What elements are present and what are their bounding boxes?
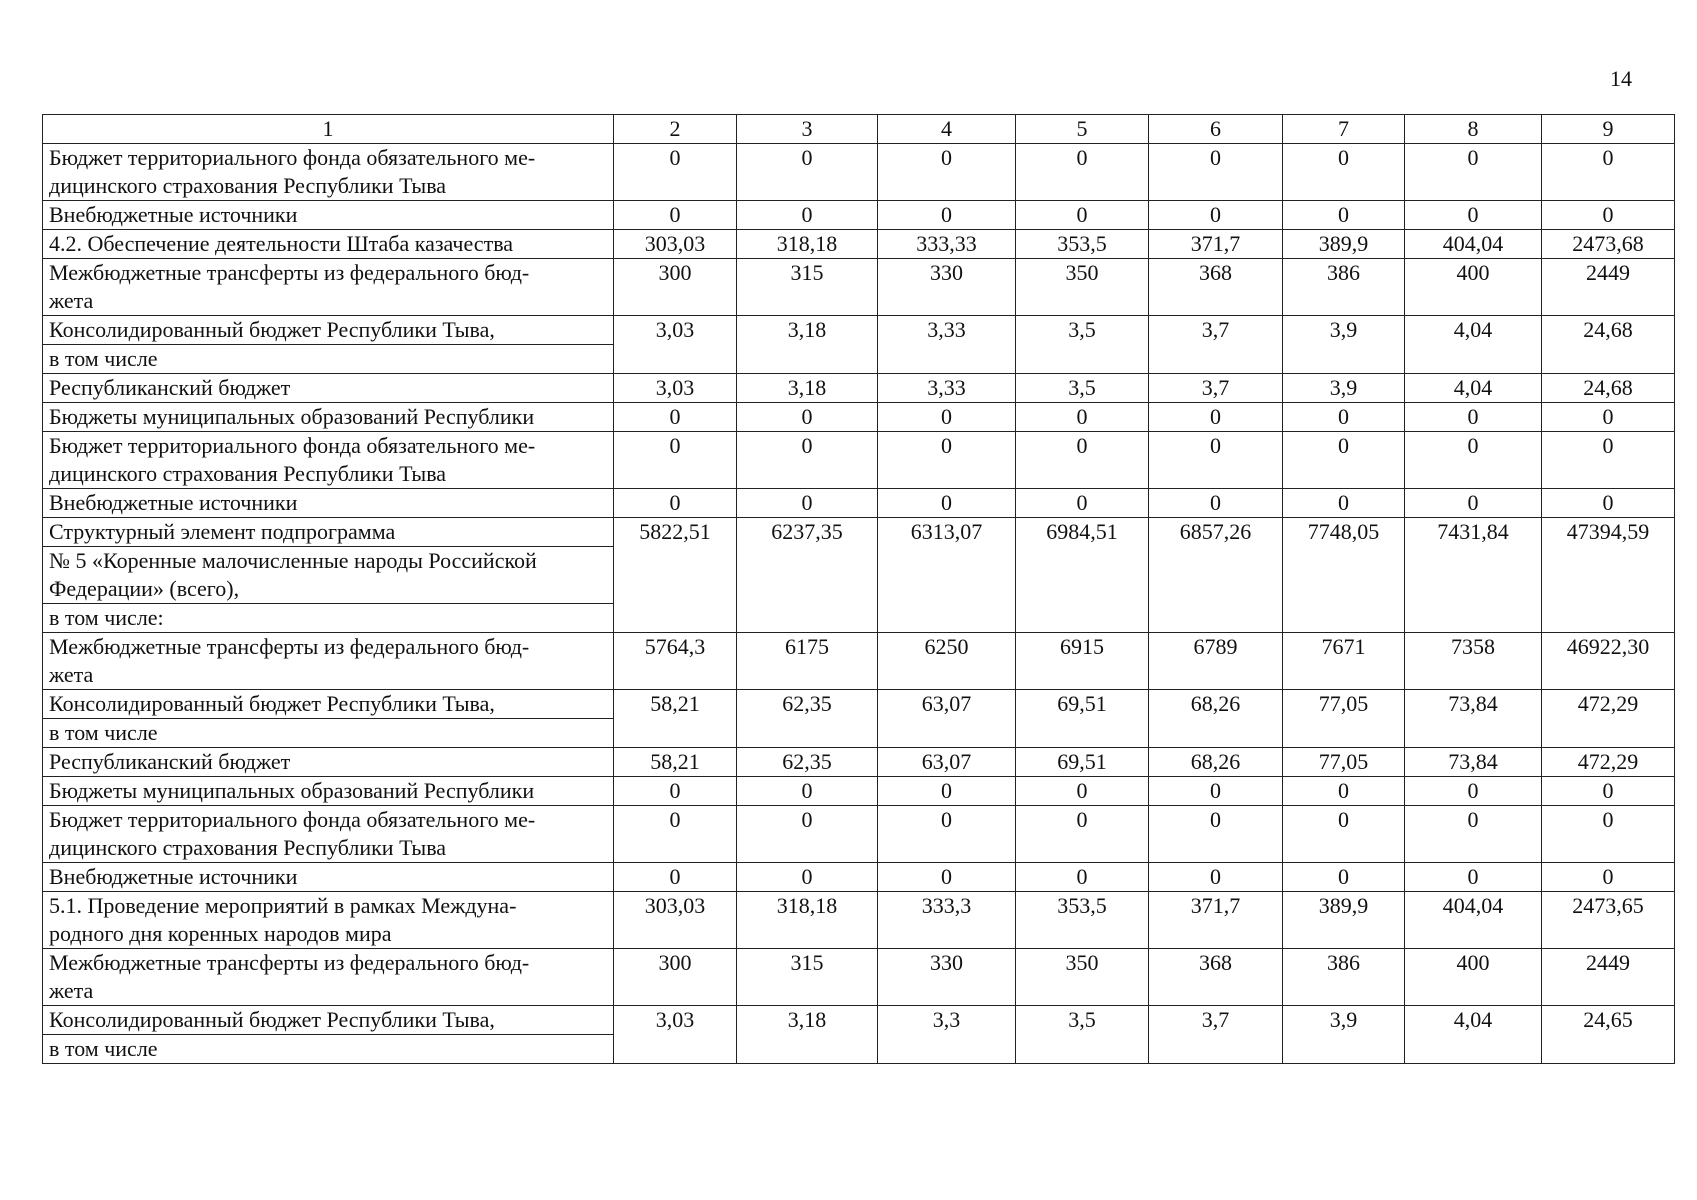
value-cell: 0 (1283, 403, 1405, 432)
value-cell: 3,03 (614, 1006, 737, 1064)
column-header: 2 (614, 115, 737, 144)
value-cell: 0 (1149, 144, 1283, 201)
value-cell: 0 (1542, 403, 1675, 432)
value-cell: 368 (1149, 259, 1283, 316)
value-cell: 3,5 (1016, 316, 1149, 374)
value-cell: 73,84 (1405, 748, 1542, 777)
table-row (43, 863, 1675, 892)
value-cell: 0 (1542, 201, 1675, 230)
column-header: 3 (737, 115, 878, 144)
value-cell: 353,5 (1016, 230, 1149, 259)
row-label (43, 201, 614, 230)
value-cell: 3,7 (1149, 1006, 1283, 1064)
value-cell: 3,33 (878, 316, 1016, 374)
value-cell: 404,04 (1405, 230, 1542, 259)
value-cell: 0 (1542, 432, 1675, 489)
value-cell: 7671 (1283, 633, 1405, 690)
value-cell: 2449 (1542, 949, 1675, 1006)
row-label-part: Консолидированный бюджет Республики Тыва, (49, 1007, 495, 1032)
value-cell: 0 (1149, 489, 1283, 518)
row-label (43, 489, 614, 518)
row-label-line: дицинского страхования Республики Тыва (49, 173, 447, 198)
value-cell: 6175 (737, 633, 878, 690)
value-cell: 69,51 (1016, 748, 1149, 777)
table-row (43, 1006, 1675, 1064)
value-cell: 386 (1283, 259, 1405, 316)
value-cell: 24,65 (1542, 1006, 1675, 1064)
row-label-line: Внебюджетные источники (49, 202, 298, 227)
value-cell: 404,04 (1405, 892, 1542, 949)
row-label-part: Консолидированный бюджет Республики Тыва, (49, 317, 495, 342)
column-header: 1 (43, 115, 614, 144)
page-number: 14 (1610, 66, 1632, 91)
value-cell: 0 (1542, 144, 1675, 201)
value-cell: 2473,68 (1542, 230, 1675, 259)
value-cell: 472,29 (1542, 690, 1675, 748)
value-cell: 0 (737, 777, 878, 806)
value-cell: 4,04 (1405, 374, 1542, 403)
value-cell: 0 (1542, 863, 1675, 892)
value-cell: 68,26 (1149, 690, 1283, 748)
row-label-line: Внебюджетные источники (49, 490, 298, 515)
row-label-line: жета (49, 978, 94, 1003)
value-cell: 318,18 (737, 892, 878, 949)
value-cell: 7748,05 (1283, 518, 1405, 633)
value-cell: 330 (878, 949, 1016, 1006)
value-cell: 6915 (1016, 633, 1149, 690)
value-cell: 2473,65 (1542, 892, 1675, 949)
value-cell: 0 (1283, 432, 1405, 489)
column-header: 5 (1016, 115, 1149, 144)
value-cell: 69,51 (1016, 690, 1149, 748)
value-cell: 0 (1542, 806, 1675, 863)
value-cell: 0 (1149, 201, 1283, 230)
row-label (43, 144, 614, 201)
table-row (43, 518, 1675, 633)
table-row (43, 892, 1675, 949)
value-cell: 58,21 (614, 690, 737, 748)
value-cell: 303,03 (614, 892, 737, 949)
table-row (43, 690, 1675, 748)
value-cell: 24,68 (1542, 316, 1675, 374)
row-label (43, 374, 614, 403)
row-label (43, 863, 614, 892)
row-label-part: в том числе (43, 718, 613, 747)
value-cell: 3,9 (1283, 1006, 1405, 1064)
value-cell: 0 (737, 201, 878, 230)
row-label (43, 777, 614, 806)
row-label-part: в том числе: (43, 603, 613, 632)
row-label-line: дицинского страхования Республики Тыва (49, 835, 447, 860)
value-cell: 46922,30 (1542, 633, 1675, 690)
row-label (43, 633, 614, 690)
row-label (43, 259, 614, 316)
value-cell: 353,5 (1016, 892, 1149, 949)
value-cell: 0 (614, 144, 737, 201)
value-cell: 6313,07 (878, 518, 1016, 633)
value-cell: 0 (737, 403, 878, 432)
value-cell: 0 (1016, 777, 1149, 806)
value-cell: 4,04 (1405, 1006, 1542, 1064)
value-cell: 0 (1405, 432, 1542, 489)
value-cell: 63,07 (878, 748, 1016, 777)
value-cell: 0 (1405, 144, 1542, 201)
value-cell: 0 (878, 806, 1016, 863)
value-cell: 6984,51 (1016, 518, 1149, 633)
value-cell: 7358 (1405, 633, 1542, 690)
row-label-line: Бюджет территориального фонда обязательного ме- (49, 807, 536, 832)
value-cell: 6250 (878, 633, 1016, 690)
value-cell: 0 (1542, 777, 1675, 806)
value-cell: 0 (878, 403, 1016, 432)
column-header: 6 (1149, 115, 1283, 144)
value-cell: 0 (1405, 201, 1542, 230)
value-cell: 350 (1016, 259, 1149, 316)
row-label-line: родного дня коренных народов мира (49, 921, 392, 946)
value-cell: 3,5 (1016, 374, 1149, 403)
value-cell: 0 (737, 432, 878, 489)
column-header: 8 (1405, 115, 1542, 144)
value-cell: 3,18 (737, 1006, 878, 1064)
value-cell: 0 (1016, 806, 1149, 863)
table-row (43, 633, 1675, 690)
value-cell: 315 (737, 949, 878, 1006)
table-row (43, 748, 1675, 777)
value-cell: 0 (1016, 489, 1149, 518)
row-label-line: Межбюджетные трансферты из федерального бюд- (49, 260, 530, 285)
value-cell: 77,05 (1283, 690, 1405, 748)
value-cell: 300 (614, 259, 737, 316)
value-cell: 0 (1283, 863, 1405, 892)
value-cell: 7431,84 (1405, 518, 1542, 633)
row-label-line: Бюджеты муниципальных образований Республики (49, 778, 535, 803)
value-cell: 5764,3 (614, 633, 737, 690)
value-cell: 0 (1149, 432, 1283, 489)
value-cell: 58,21 (614, 748, 737, 777)
value-cell: 3,5 (1016, 1006, 1149, 1064)
value-cell: 0 (614, 403, 737, 432)
row-label (43, 1006, 614, 1064)
value-cell: 400 (1405, 949, 1542, 1006)
value-cell: 0 (614, 432, 737, 489)
value-cell: 371,7 (1149, 892, 1283, 949)
value-cell: 333,33 (878, 230, 1016, 259)
value-cell: 0 (1016, 432, 1149, 489)
value-cell: 0 (1149, 806, 1283, 863)
value-cell: 0 (1542, 489, 1675, 518)
table-row (43, 259, 1675, 316)
row-label-line: Бюджет территориального фонда обязательного ме- (49, 145, 536, 170)
value-cell: 3,3 (878, 1006, 1016, 1064)
value-cell: 3,03 (614, 316, 737, 374)
column-header: 4 (878, 115, 1016, 144)
row-label-line: Межбюджетные трансферты из федерального бюд- (49, 634, 530, 659)
row-label (43, 403, 614, 432)
value-cell: 0 (1405, 806, 1542, 863)
table-body (43, 115, 1675, 1064)
value-cell: 0 (614, 863, 737, 892)
value-cell: 3,9 (1283, 316, 1405, 374)
row-label (43, 316, 614, 374)
value-cell: 333,3 (878, 892, 1016, 949)
column-header: 7 (1283, 115, 1405, 144)
row-label (43, 892, 614, 949)
value-cell: 5822,51 (614, 518, 737, 633)
row-label (43, 806, 614, 863)
value-cell: 0 (1405, 863, 1542, 892)
value-cell: 0 (1149, 403, 1283, 432)
table-row (43, 777, 1675, 806)
value-cell: 472,29 (1542, 748, 1675, 777)
value-cell: 2449 (1542, 259, 1675, 316)
row-label-part: Структурный элемент подпрограмма (49, 519, 396, 544)
value-cell: 330 (878, 259, 1016, 316)
row-label-line: Внебюджетные источники (49, 864, 298, 889)
value-cell: 0 (614, 806, 737, 863)
value-cell: 0 (614, 201, 737, 230)
value-cell: 315 (737, 259, 878, 316)
row-label-line: 4.2. Обеспечение деятельности Штаба казачества (49, 231, 514, 256)
value-cell: 371,7 (1149, 230, 1283, 259)
table-row (43, 374, 1675, 403)
row-label (43, 748, 614, 777)
value-cell: 0 (1283, 489, 1405, 518)
value-cell: 3,7 (1149, 316, 1283, 374)
budget-table (42, 114, 1675, 1064)
value-cell: 0 (878, 201, 1016, 230)
value-cell: 389,9 (1283, 892, 1405, 949)
row-label (43, 690, 614, 748)
table-row (43, 432, 1675, 489)
row-label-line: Межбюджетные трансферты из федерального бюд- (49, 950, 530, 975)
value-cell: 0 (1283, 777, 1405, 806)
column-header: 9 (1542, 115, 1675, 144)
value-cell: 3,9 (1283, 374, 1405, 403)
value-cell: 0 (878, 432, 1016, 489)
row-label-part: в том числе (43, 1034, 613, 1063)
value-cell: 47394,59 (1542, 518, 1675, 633)
value-cell: 386 (1283, 949, 1405, 1006)
row-label (43, 518, 614, 633)
row-label-part: № 5 «Коренные малочисленные народы Российской Федерации» (всего), (43, 546, 613, 603)
value-cell: 63,07 (878, 690, 1016, 748)
value-cell: 0 (1149, 777, 1283, 806)
value-cell: 0 (1283, 144, 1405, 201)
value-cell: 0 (737, 489, 878, 518)
value-cell: 6789 (1149, 633, 1283, 690)
value-cell: 0 (878, 489, 1016, 518)
value-cell: 3,7 (1149, 374, 1283, 403)
row-label-line: жета (49, 288, 94, 313)
value-cell: 4,04 (1405, 316, 1542, 374)
row-label-line: Республиканский бюджет (49, 375, 291, 400)
value-cell: 62,35 (737, 748, 878, 777)
row-label-part: в том числе (43, 344, 613, 373)
table-header-row (43, 115, 1675, 144)
value-cell: 318,18 (737, 230, 878, 259)
row-label-line: дицинского страхования Республики Тыва (49, 461, 447, 486)
table-row (43, 230, 1675, 259)
value-cell: 0 (1405, 403, 1542, 432)
value-cell: 0 (737, 144, 878, 201)
value-cell: 0 (1016, 201, 1149, 230)
value-cell: 3,03 (614, 374, 737, 403)
value-cell: 77,05 (1283, 748, 1405, 777)
value-cell: 62,35 (737, 690, 878, 748)
value-cell: 0 (1016, 403, 1149, 432)
table-row (43, 144, 1675, 201)
value-cell: 68,26 (1149, 748, 1283, 777)
value-cell: 0 (878, 777, 1016, 806)
table-row (43, 806, 1675, 863)
value-cell: 6857,26 (1149, 518, 1283, 633)
value-cell: 24,68 (1542, 374, 1675, 403)
table-row (43, 949, 1675, 1006)
value-cell: 303,03 (614, 230, 737, 259)
table-row (43, 316, 1675, 374)
value-cell: 0 (614, 777, 737, 806)
value-cell: 73,84 (1405, 690, 1542, 748)
table-row (43, 201, 1675, 230)
table-row (43, 403, 1675, 432)
value-cell: 6237,35 (737, 518, 878, 633)
value-cell: 3,18 (737, 316, 878, 374)
row-label-line: Бюджеты муниципальных образований Республики (49, 404, 535, 429)
value-cell: 400 (1405, 259, 1542, 316)
value-cell: 0 (1405, 489, 1542, 518)
row-label (43, 432, 614, 489)
value-cell: 0 (1016, 863, 1149, 892)
value-cell: 0 (1016, 144, 1149, 201)
value-cell: 0 (737, 806, 878, 863)
row-label (43, 949, 614, 1006)
value-cell: 0 (878, 863, 1016, 892)
row-label-line: 5.1. Проведение мероприятий в рамках Междуна- (49, 893, 517, 918)
value-cell: 0 (1283, 201, 1405, 230)
value-cell: 3,18 (737, 374, 878, 403)
value-cell: 0 (1149, 863, 1283, 892)
row-label-line: жета (49, 662, 94, 687)
value-cell: 3,33 (878, 374, 1016, 403)
row-label (43, 230, 614, 259)
row-label-part: Консолидированный бюджет Республики Тыва, (49, 691, 495, 716)
value-cell: 300 (614, 949, 737, 1006)
value-cell: 0 (878, 144, 1016, 201)
table-row (43, 489, 1675, 518)
value-cell: 0 (737, 863, 878, 892)
value-cell: 0 (1405, 777, 1542, 806)
value-cell: 350 (1016, 949, 1149, 1006)
value-cell: 389,9 (1283, 230, 1405, 259)
value-cell: 368 (1149, 949, 1283, 1006)
value-cell: 0 (1283, 806, 1405, 863)
value-cell: 0 (614, 489, 737, 518)
row-label-line: Республиканский бюджет (49, 749, 291, 774)
row-label-line: Бюджет территориального фонда обязательного ме- (49, 433, 536, 458)
